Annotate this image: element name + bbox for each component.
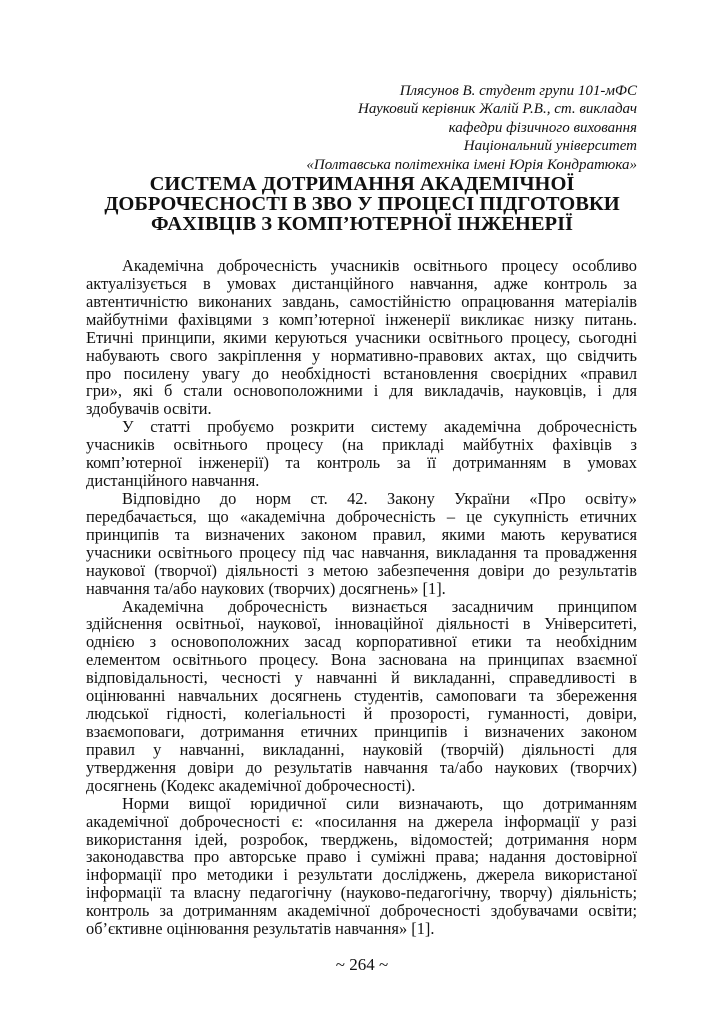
text-line: актуалізується в умовах дистанційного навчання, адже контроль за — [86, 273, 637, 293]
author-line: «Полтавська політехніка імені Юрія Кондратюка» — [306, 156, 637, 173]
text-line: Норми вищої юридичної сили визначають, що дотриманням — [122, 793, 637, 813]
text-line: інформації про методики і результати досліджень, джерела використаної — [86, 865, 637, 885]
author-line: кафедри фізичного виховання — [448, 119, 637, 136]
text-line: взаємоповаги, дотримання етичних принципів і визначених законом — [86, 721, 637, 741]
text-line: про посилену увагу до необхідності встановлення своєрідних «правил — [86, 363, 637, 383]
text-line: досягнень (Кодекс академічної доброчесності). — [86, 775, 416, 795]
text-line: Академічна доброчесність визнається засадничим принципом — [122, 596, 637, 616]
text-line: правил у навчанні, викладанні, науковій (творчій) діяльності для — [86, 739, 637, 759]
text-line: інформації та власну педагогічну (науково-педагогічну, творчу) діяльність; — [86, 883, 637, 903]
page-number: ~ 264 ~ — [335, 955, 389, 974]
author-line: Науковий керівник Жалій Р.В., ст. викладач — [358, 101, 637, 118]
article-title — [60, 174, 664, 234]
text-line: Академічна доброчесність учасників освітнього процесу особливо — [122, 256, 637, 275]
text-line: гри», які б стали основоположними і для викладачів, науковців, і для — [86, 381, 637, 401]
paragraph — [86, 257, 637, 418]
text-line: наукової (творчої) діяльності з метою забезпечення довіри до результатів — [86, 560, 637, 580]
text-line: майбутніми фахівцями з комп’ютерної інженерії викликає низку питань. — [86, 309, 637, 329]
text-line: оцінюванні навчальних досягнень студентів, самоповаги та збереження — [86, 686, 637, 706]
title-line: ДОБРОЧЕСНОСТІ В ЗВО У ПРОЦЕСІ ПІДГОТОВКИ — [104, 193, 620, 215]
text-line: об’єктивне оцінювання результатів навчання» [1]. — [86, 919, 435, 939]
text-line: контроль за дотриманням академічної доброчесності здобувачами освіти; — [86, 901, 637, 921]
text-line: елементом освітнього процесу. Вона заснована на принципах взаємної — [86, 650, 637, 670]
text-line: передбачається, що «академічна доброчесність – це сукупність етичних — [86, 506, 637, 526]
title-line: ФАХІВЦІВ З КОМП’ЮТЕРНОЇ ІНЖЕНЕРІЇ — [150, 213, 574, 235]
text-line: академічної доброчесності є: «посилання на джерела інформації у разі — [86, 811, 637, 831]
paragraph — [86, 795, 637, 938]
text-line: здійснення освітньої, наукової, інноваційної діяльності в Університеті, — [86, 614, 637, 634]
paragraph — [86, 418, 637, 490]
article-body — [86, 257, 637, 938]
text-line: набувають свого закріплення у нормативно-правових актах, що свідчить — [86, 345, 637, 365]
text-line: використання ідей, розробок, тверджень, відомостей; дотримання норм — [86, 829, 637, 849]
text-line: автентичністю виконаних завдань, самостійністю опрацювання матеріалів — [86, 291, 637, 311]
text-line: утвердження довіри до результатів навчання та/або наукових (творчих) — [86, 757, 637, 777]
text-line: однією з основоположних засад корпоративної етики та необхідним — [86, 632, 637, 652]
text-line: людської гідності, колегіальності й прозорості, гуманності, довіри, — [86, 704, 637, 724]
paragraph — [86, 490, 637, 598]
author-info — [306, 82, 637, 174]
text-line: законодавства про авторське право і суміжні права; надання достовірної — [86, 847, 637, 867]
text-line: здобувачів освіти. — [86, 399, 212, 419]
author-line: Плясунов В. студент групи 101-мФС — [399, 83, 637, 99]
title-line: СИСТЕМА ДОТРИМАННЯ АКАДЕМІЧНОЇ — [149, 173, 575, 195]
text-line: комп’ютерної інженерії) та контроль за її дотриманням в умовах — [86, 453, 637, 473]
text-line: учасники освітнього процесу під час навчання, викладання та провадження — [86, 542, 637, 562]
text-line: учасників освітнього процесу (на прикладі майбутніх фахівців з — [86, 435, 637, 455]
text-line: дистанційного навчання. — [86, 471, 260, 491]
text-line: Етичні принципи, якими керуються учасники освітнього процесу, сьогодні — [86, 327, 637, 347]
text-line: принципів та визначених законом правил, якими мають керуватися — [86, 524, 637, 544]
text-line: Відповідно до норм ст. 42. Закону України «Про освіту» — [122, 488, 637, 508]
text-line: відповідальності, чесності у навчанні й викладанні, справедливості в — [86, 668, 637, 688]
author-line: Національний університет — [463, 138, 637, 155]
paragraph — [86, 598, 637, 795]
text-line: навчання та/або наукових (творчих) досягнень» [1]. — [86, 578, 446, 598]
text-line: У статті пробуємо розкрити систему академічна доброчесність — [122, 417, 637, 437]
